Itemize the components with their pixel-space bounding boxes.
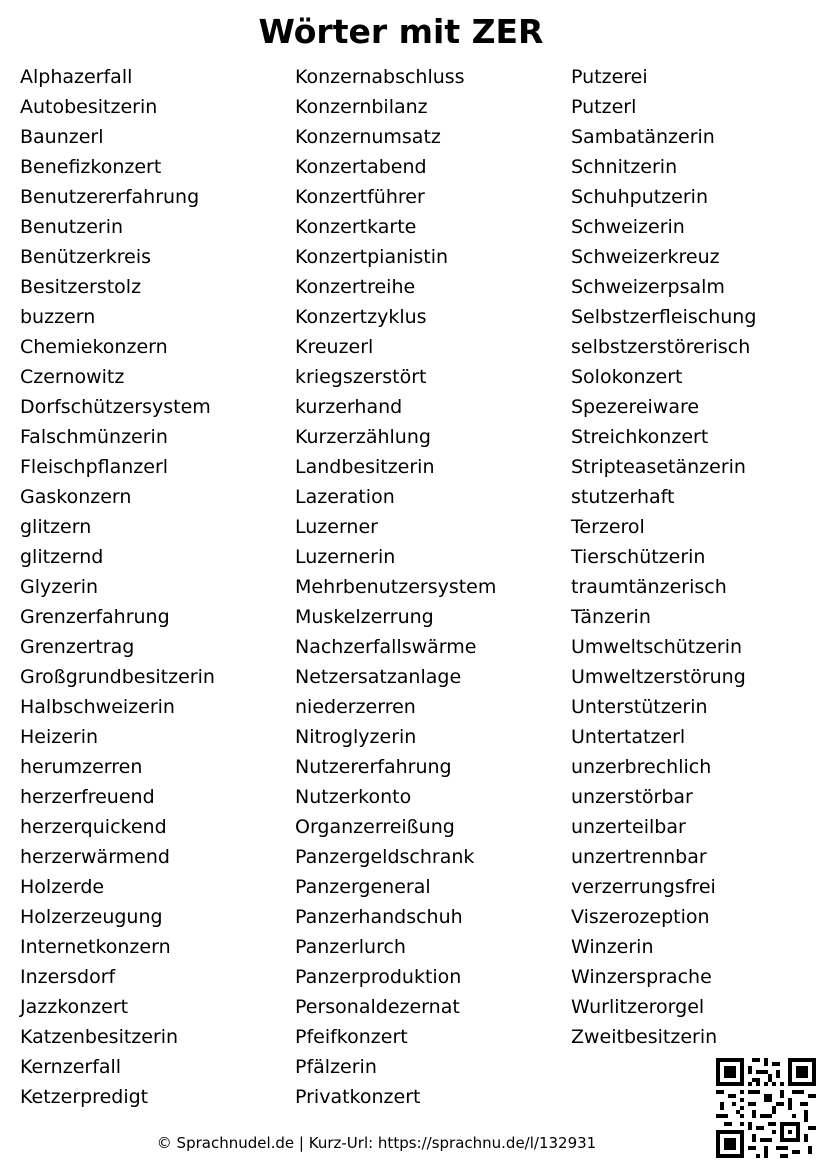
word-list-item: Schweizerkreuz (571, 246, 720, 268)
word-list-item: Landbesitzerin (295, 456, 435, 478)
word-list-item: Benutzerin (20, 216, 124, 238)
word-list-item: Falschmünzerin (20, 426, 168, 448)
word-list-item: kurzerhand (295, 396, 403, 418)
word-list-item: Luzerner (295, 516, 378, 538)
word-list-item: Zweitbesitzerin (571, 1026, 718, 1048)
word-list-item: Wurlitzerorgel (571, 996, 705, 1018)
word-list-item: kriegszerstört (295, 366, 427, 388)
word-list-item: niederzerren (295, 696, 416, 718)
word-list-item: Netzersatzanlage (295, 666, 462, 688)
word-list-item: Benützerkreis (20, 246, 151, 268)
word-list-item: herzerfreuend (20, 786, 155, 808)
word-list-item: Glyzerin (20, 576, 99, 598)
word-list-item: Winzersprache (571, 966, 712, 988)
word-list-item: Umweltschützerin (571, 636, 743, 658)
word-list-item: Internetkonzern (20, 936, 171, 958)
word-list-item: Solokonzert (571, 366, 683, 388)
word-list-item: Putzerei (571, 66, 648, 88)
qr-code-icon[interactable] (716, 1058, 816, 1158)
word-list-item: Lazeration (295, 486, 395, 508)
footer-credit[interactable]: © Sprachnudel.de | Kurz-Url: https://sprachnu.de/l/132931 (156, 1134, 597, 1152)
word-list-item: Holzerde (20, 876, 105, 898)
word-list-item: Benefizkonzert (20, 156, 162, 178)
word-list-item: Konzernumsatz (295, 126, 441, 148)
word-list-item: unzertrennbar (571, 846, 707, 868)
word-list-item: Konzertabend (295, 156, 427, 178)
word-list-item: Kurzerzählung (295, 426, 431, 448)
word-list-item: Putzerl (571, 96, 637, 118)
word-list-item: Panzerproduktion (295, 966, 462, 988)
word-list-item: Panzergeldschrank (295, 846, 475, 868)
word-column-3 (571, 62, 756, 1052)
word-list-item: Tänzerin (571, 606, 651, 628)
word-list-item: Schweizerin (571, 216, 685, 238)
word-list-item: Kreuzerl (295, 336, 374, 358)
word-list-item: Streichkonzert (571, 426, 709, 448)
word-list-item: unzerbrechlich (571, 756, 712, 778)
word-list-item: Nitroglyzerin (295, 726, 417, 748)
word-list-item: unzerteilbar (571, 816, 686, 838)
word-list-item: Panzergeneral (295, 876, 431, 898)
word-list-item: Panzerhandschuh (295, 906, 463, 928)
word-list-item: Untertatzerl (571, 726, 686, 748)
word-list-item: Spezereiware (571, 396, 700, 418)
word-list-item: stutzerhaft (571, 486, 675, 508)
word-list-item: traumtänzerisch (571, 576, 727, 598)
word-list-item: Luzernerin (295, 546, 396, 568)
word-column-1 (20, 62, 215, 1112)
word-list-item: Grenzertrag (20, 636, 135, 658)
word-list-item: Konzernabschluss (295, 66, 465, 88)
word-list-item: unzerstörbar (571, 786, 693, 808)
word-list-item: Heizerin (20, 726, 99, 748)
word-list-item: Schweizerpsalm (571, 276, 725, 298)
word-list-item: Selbstzerfleischung (571, 306, 757, 328)
word-list-item: Ketzerpredigt (20, 1086, 149, 1108)
word-column-2 (295, 62, 496, 1112)
word-list-item: Großgrundbesitzerin (20, 666, 215, 688)
word-list-item: Konzertkarte (295, 216, 417, 238)
page-title: Wörter mit ZER (258, 12, 544, 51)
word-list-item: Winzerin (571, 936, 654, 958)
word-list-item: Holzerzeugung (20, 906, 163, 928)
word-list-item: Umweltzerstörung (571, 666, 746, 688)
word-list-item: glitzern (20, 516, 92, 538)
word-list-item: Pfälzerin (295, 1056, 377, 1078)
word-list-item: Organzerreißung (295, 816, 455, 838)
word-list-item: Halbschweizerin (20, 696, 175, 718)
word-list-item: Baunzerl (20, 126, 104, 148)
word-list-item: Konzertreihe (295, 276, 416, 298)
word-list-item: Konzernbilanz (295, 96, 428, 118)
word-list-item: Personaldezernat (295, 996, 460, 1018)
word-list-item: Gaskonzern (20, 486, 132, 508)
word-list-item: Konzertführer (295, 186, 425, 208)
word-list-item: Stripteasetänzerin (571, 456, 746, 478)
word-list-item: Dorfschützersystem (20, 396, 211, 418)
word-list-item: Panzerlurch (295, 936, 406, 958)
word-list-item: Nutzerkonto (295, 786, 412, 808)
word-list-item: Pfeifkonzert (295, 1026, 408, 1048)
word-list-item: Sambatänzerin (571, 126, 715, 148)
word-list-item: Mehrbenutzersystem (295, 576, 497, 598)
word-list-item: Privatkonzert (295, 1086, 421, 1108)
word-list-item: herumzerren (20, 756, 143, 778)
word-list-item: buzzern (20, 306, 96, 328)
word-list-item: selbstzerstörerisch (571, 336, 751, 358)
word-list-item: Tierschützerin (571, 546, 706, 568)
word-list-item: Katzenbesitzerin (20, 1026, 179, 1048)
word-list-item: Fleischpflanzerl (20, 456, 169, 478)
word-list-item: Grenzerfahrung (20, 606, 170, 628)
word-list-item: Schuhputzerin (571, 186, 708, 208)
word-list-item: Alphazerfall (20, 66, 133, 88)
word-list-item: Unterstützerin (571, 696, 708, 718)
word-list-item: Nutzererfahrung (295, 756, 452, 778)
word-list-item: Czernowitz (20, 366, 125, 388)
word-list-item: Terzerol (571, 516, 645, 538)
word-list-item: Kernzerfall (20, 1056, 122, 1078)
word-list-item: glitzernd (20, 546, 104, 568)
word-list-item: Autobesitzerin (20, 96, 158, 118)
word-list-item: Nachzerfallswärme (295, 636, 477, 658)
word-list-item: Inzersdorf (20, 966, 116, 988)
word-list-item: herzerquickend (20, 816, 167, 838)
word-list-item: Muskelzerrung (295, 606, 434, 628)
word-list-item: Jazzkonzert (20, 996, 129, 1018)
word-list-item: Viszerozeption (571, 906, 710, 928)
word-list-item: Besitzerstolz (20, 276, 142, 298)
word-list-item: Schnitzerin (571, 156, 678, 178)
word-list-item: verzerrungsfrei (571, 876, 716, 898)
word-list-item: Konzertzyklus (295, 306, 427, 328)
word-list-item: herzerwärmend (20, 846, 170, 868)
word-list-item: Chemiekonzern (20, 336, 168, 358)
word-list-item: Benutzererfahrung (20, 186, 200, 208)
word-list-item: Konzertpianistin (295, 246, 449, 268)
